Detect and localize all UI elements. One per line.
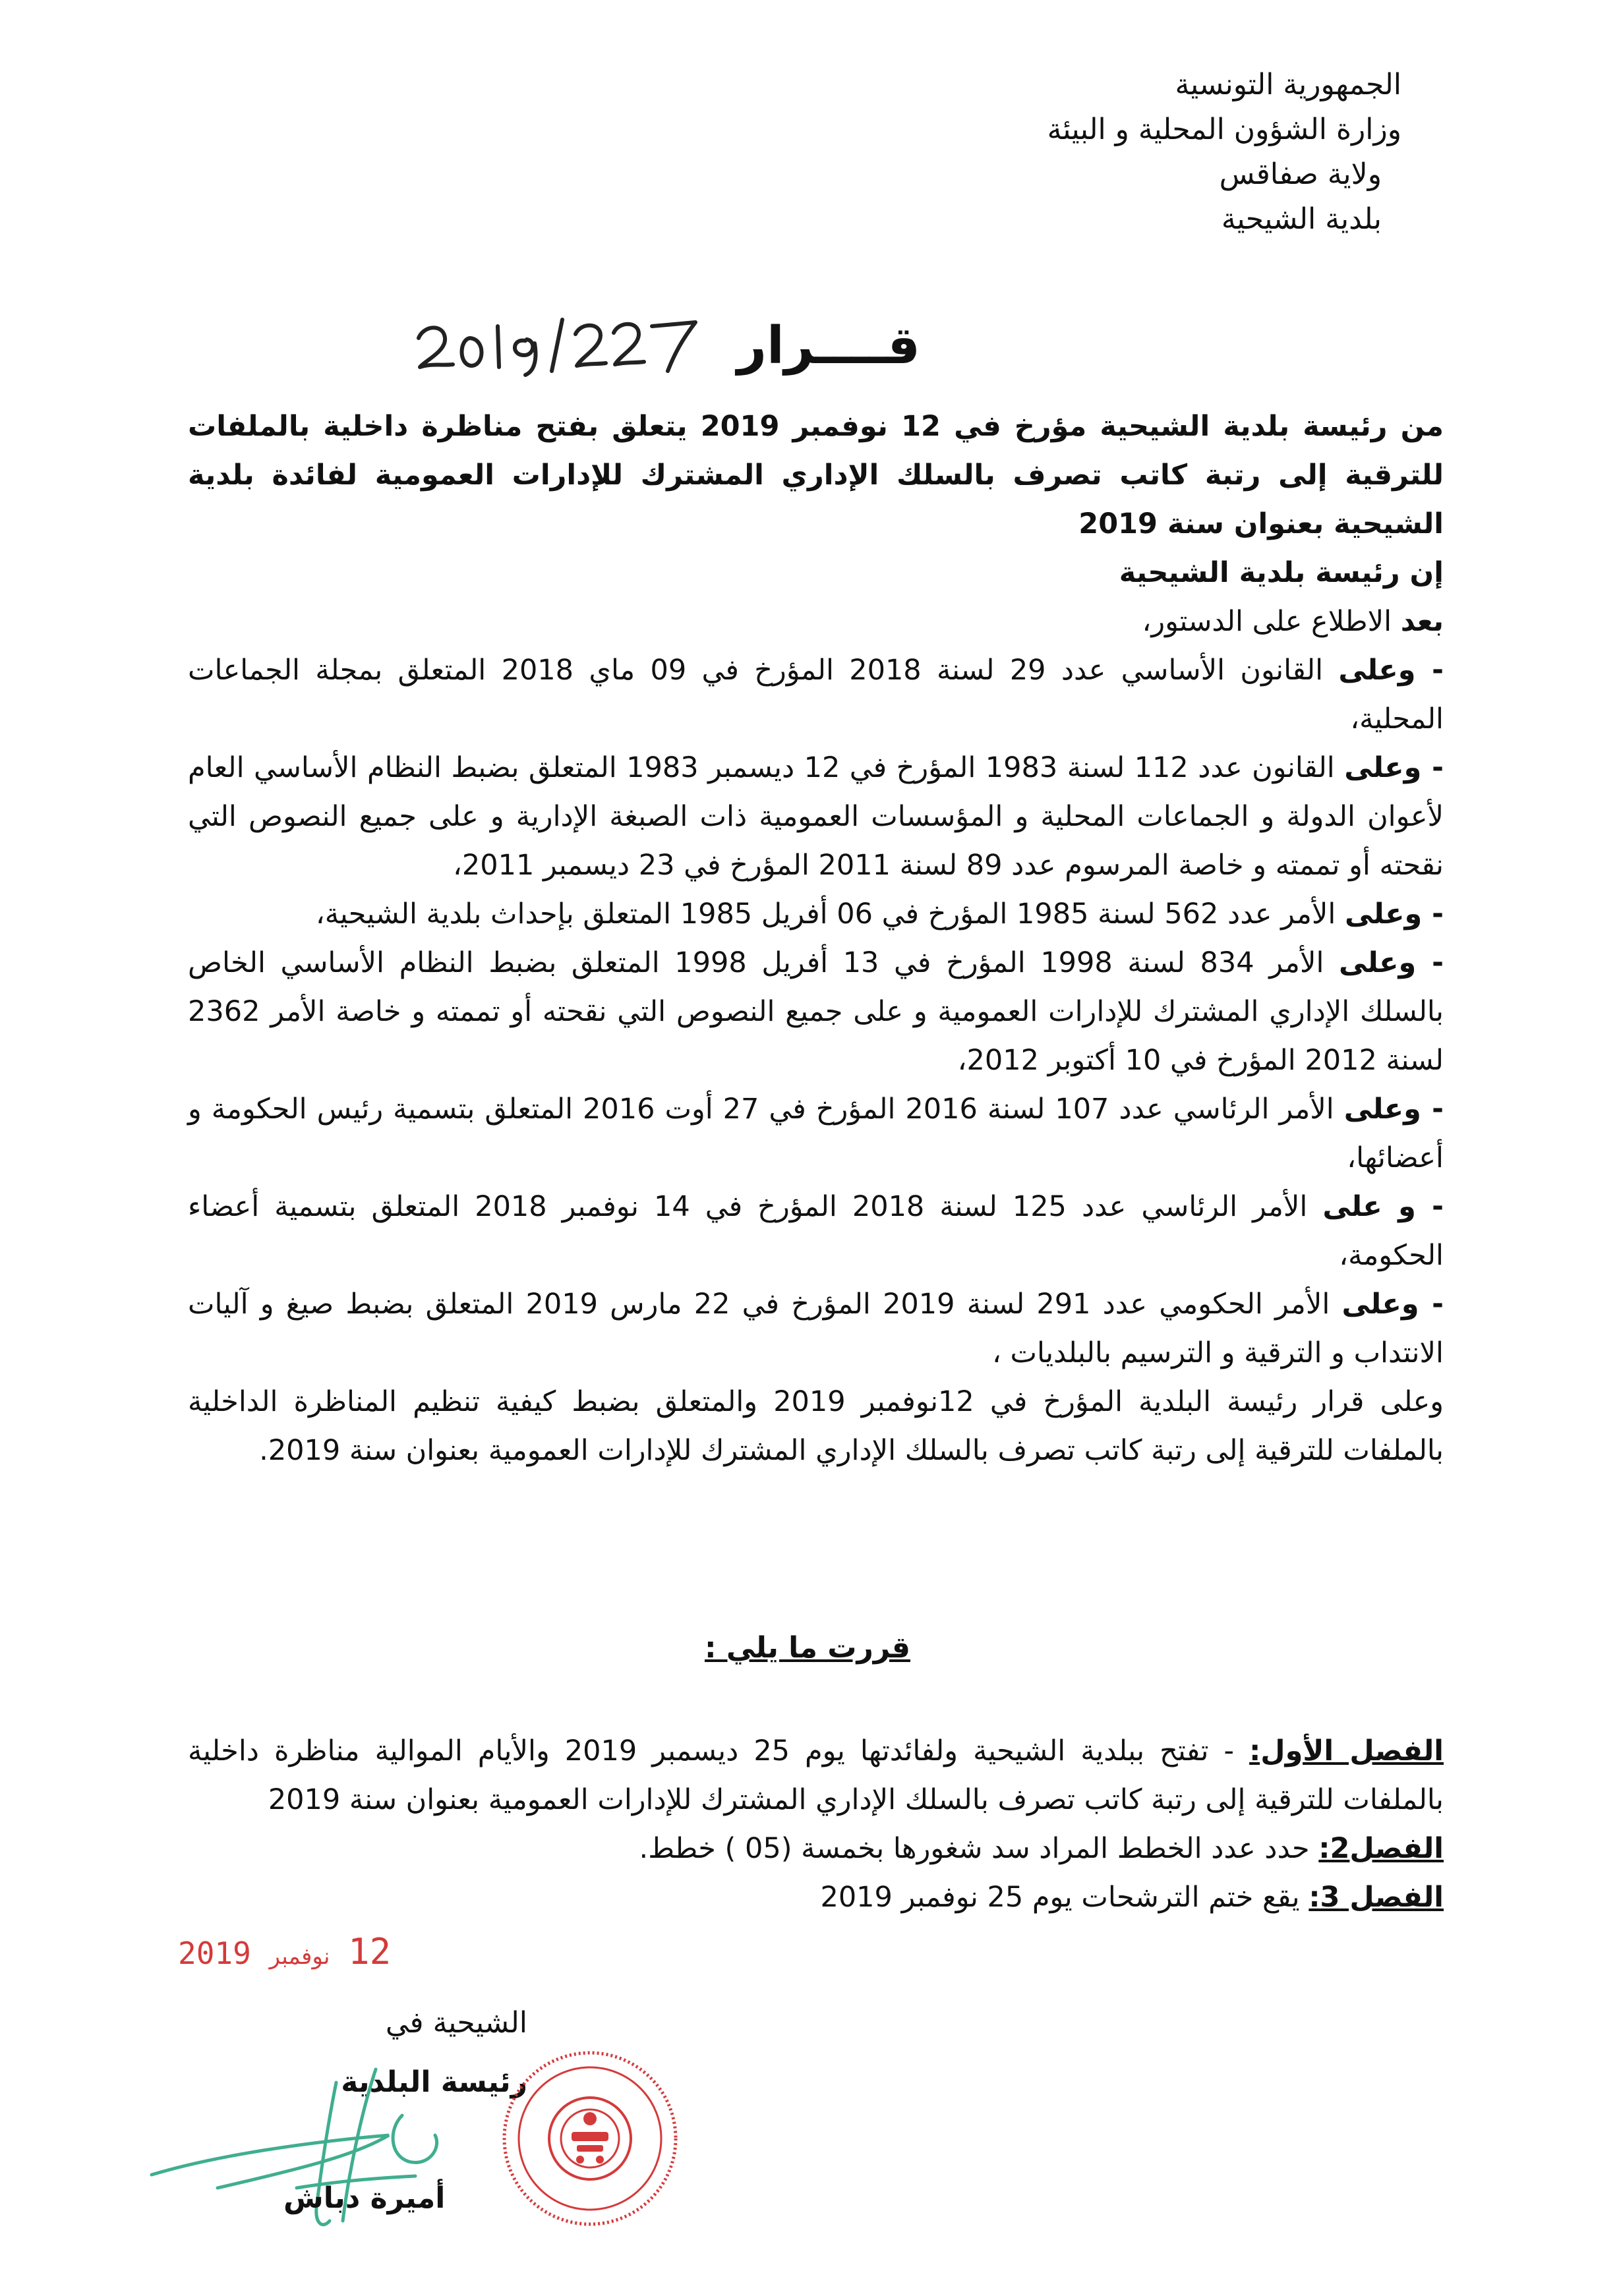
decision-heading: من رئيسة بلدية الشيحية مؤرخ في 12 نوفمبر 2019 يتعلق بفتح مناظرة داخلية بالملفات للترقية إلى رتبة كاتب تصرف بالسلك الإداري المشترك للإدارات العمومية لفائدة بلدية الشيحية بعنوان سنة 2019	[188, 410, 1444, 540]
whereas-text: الأمر الرئاسي عدد 125 لسنة 2018 المؤرخ في 14 نوفمبر 2018 المتعلق بتسمية أعضاء الحكومة،	[188, 1190, 1444, 1272]
whereas-text: الأمر الرئاسي عدد 107 لسنة 2016 المؤرخ في 27 أوت 2016 المتعلق بتسمية رئيس الحكومة و أعضائها،	[188, 1093, 1444, 1174]
article-text: حدد عدد الخطط المراد سد شغورها بخمسة (05 ) خطط.	[639, 1832, 1319, 1865]
article-2	[188, 1824, 1444, 1873]
whereas-item	[188, 1280, 1444, 1377]
after-label: بعد	[1400, 605, 1444, 638]
closing-whereas: وعلى قرار رئيسة البلدية المؤرخ في 12نوفمبر 2019 والمتعلق بضبط كيفية تنظيم المناظرة الداخلية بالملفات للترقية إلى رتبة كاتب تصرف بالسلك الإداري المشترك للإدارات العمومية بعنوان سنة 2019.	[188, 1385, 1444, 1467]
article-label: الفصل الأول:	[1249, 1735, 1444, 1767]
letterhead-ministry: وزارة الشؤون المحلية و البيئة	[1047, 113, 1401, 146]
whereas-lead: - وعلى	[1345, 898, 1444, 931]
article-3	[188, 1873, 1444, 1922]
handwritten-signature	[138, 2056, 534, 2254]
letterhead-governorate: ولاية صفاقس	[1219, 158, 1382, 191]
whereas-item	[188, 743, 1444, 890]
stamp-month: نوفمبر	[269, 1943, 330, 1970]
whereas-lead: - وعلى	[1344, 751, 1444, 784]
stamp-day: 12	[348, 1931, 392, 1972]
whereas-text: الأمر الحكومي عدد 291 لسنة 2019 المؤرخ في 22 مارس 2019 المتعلق بضبط صيغ و آليات الانتداب و الترقية و الترسيم بالبلديات ،	[188, 1288, 1444, 1369]
signer-name: أميرة دباش	[283, 2181, 446, 2215]
signature-role: رئيسة البلدية	[341, 2065, 527, 2099]
document-title: قــــرار	[737, 316, 920, 376]
whereas-item	[188, 1085, 1444, 1182]
whereas-item	[188, 890, 1444, 938]
whereas-lead: - و على	[1322, 1190, 1444, 1223]
letterhead-municipality: بلدية الشيحية	[1221, 202, 1382, 236]
whereas-lead: - وعلى	[1343, 1093, 1444, 1126]
after-text: الاطلاع على الدستور،	[1142, 605, 1401, 638]
whereas-text: الأمر 834 لسنة 1998 المؤرخ في 13 أفريل 1998 المتعلق بضبط النظام الأساسي الخاص بالسلك الإداري المشترك للإدارات العمومية و على جميع النصوص التي نقحته أو تممته و خاصة الأمر 2362 لسنة 2012 المؤرخ في 10 أكتوبر 2012،	[188, 946, 1444, 1077]
article-text: يقع ختم الترشحات يوم 25 نوفمبر 2019	[820, 1881, 1309, 1914]
decides-heading: قررت ما يلي :	[704, 1631, 910, 1665]
document-body	[188, 402, 1444, 1475]
whereas-lead: - وعلى	[1338, 654, 1444, 687]
signature-place: الشيحية في	[385, 2006, 527, 2040]
article-text: - تفتح ببلدية الشيحية ولفائدتها يوم 25 ديسمبر 2019 والأيام الموالية مناظرة داخلية بالملفات للترقية إلى رتبة كاتب تصرف بالسلك الإداري المشترك للإدارات العمومية بعنوان سنة 2019	[188, 1735, 1444, 1816]
letterhead	[1047, 63, 1401, 242]
official-seal	[491, 2040, 689, 2237]
handwritten-decision-number	[412, 300, 715, 379]
whereas-item	[188, 646, 1444, 743]
article-1	[188, 1727, 1444, 1824]
date-stamp	[178, 1931, 391, 1972]
whereas-text: القانون الأساسي عدد 29 لسنة 2018 المؤرخ في 09 ماي 2018 المتعلق بمجلة الجماعات المحلية،	[188, 654, 1444, 735]
whereas-item	[188, 1182, 1444, 1280]
whereas-text: القانون عدد 112 لسنة 1983 المؤرخ في 12 ديسمبر 1983 المتعلق بضبط النظام الأساسي العام لأعوان الدولة و الجماعات المحلية و المؤسسات العمومية ذات الصبغة الإدارية و على جميع النصوص التي نقحته أو تممته و خاصة المرسوم عدد 89 لسنة 2011 المؤرخ في 23 ديسمبر 2011،	[188, 751, 1444, 882]
article-label: الفصل2:	[1318, 1832, 1444, 1865]
stamp-year: 2019	[178, 1936, 251, 1971]
whereas-lead: - وعلى	[1339, 946, 1444, 979]
issuer-line: إن رئيسة بلدية الشيحية	[1119, 556, 1444, 589]
articles	[188, 1727, 1444, 1922]
article-label: الفصل 3:	[1309, 1881, 1444, 1914]
constitution-line	[188, 597, 1444, 646]
letterhead-republic: الجمهورية التونسية	[1175, 68, 1401, 101]
whereas-item	[188, 938, 1444, 1085]
whereas-text: الأمر عدد 562 لسنة 1985 المؤرخ في 06 أفريل 1985 المتعلق بإحداث بلدية الشيحية،	[315, 898, 1345, 931]
whereas-lead: - وعلى	[1341, 1288, 1444, 1321]
